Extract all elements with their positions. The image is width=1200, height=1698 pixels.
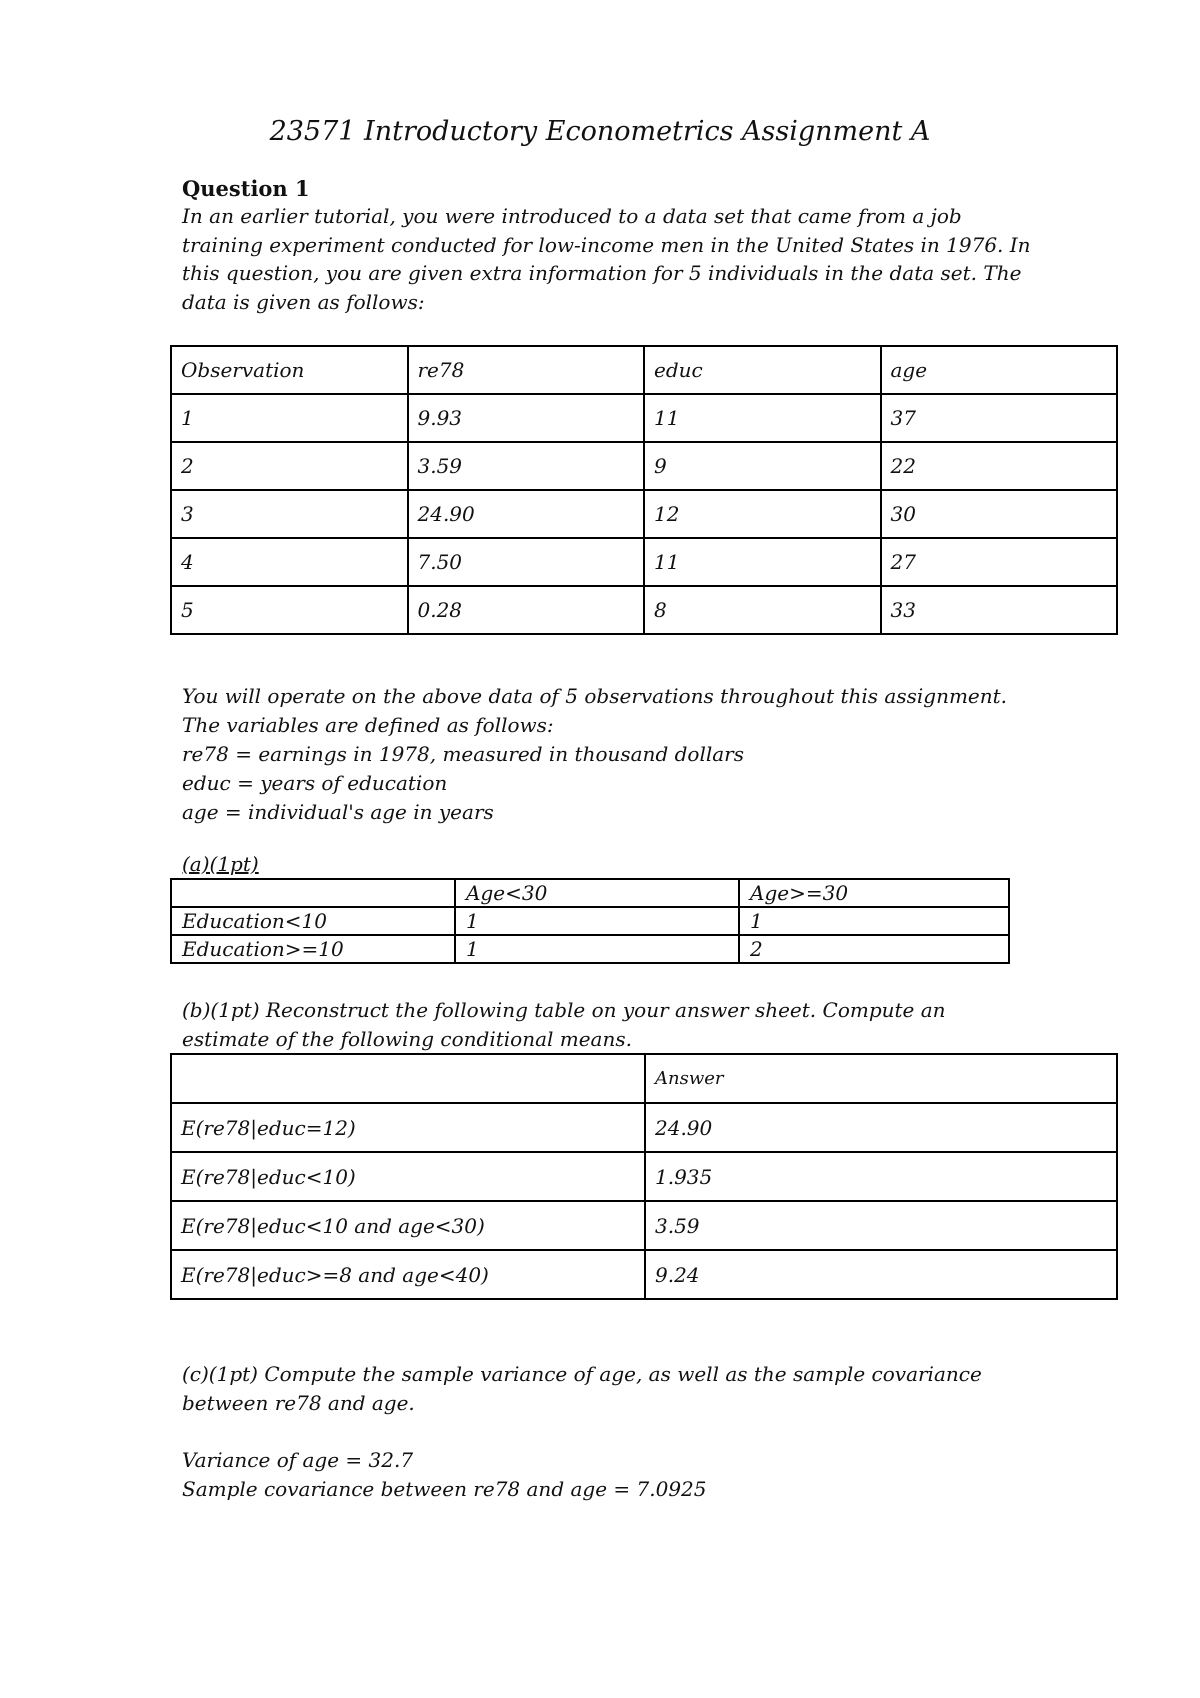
definition-line: re78 = earnings in 1978, measured in thousand dollars	[182, 742, 744, 766]
variable-definitions	[182, 682, 1007, 827]
table-cell: 3.59	[645, 1201, 1117, 1250]
table-row	[171, 490, 1117, 538]
row-header: E(re78|educ=12)	[171, 1103, 645, 1152]
definition-line: You will operate on the above data of 5 observations throughout this assignment.	[182, 684, 1008, 708]
answer-line: Variance of age = 32.7	[182, 1448, 414, 1472]
table-cell: 1	[455, 935, 739, 963]
table-row	[171, 586, 1117, 634]
table-cell: 1	[171, 394, 408, 442]
table-header-row	[171, 879, 1009, 907]
table-row	[171, 394, 1117, 442]
table-cell: 1	[455, 907, 739, 935]
column-header: age	[881, 346, 1118, 394]
intro-line: In an earlier tutorial, you were introduced to a data set that came from a job	[182, 204, 962, 228]
data-table	[170, 345, 1118, 635]
answer-line: Sample covariance between re78 and age = 7.0925	[182, 1477, 707, 1501]
table-cell: 3.59	[408, 442, 645, 490]
question-intro	[182, 202, 1031, 316]
table-cell: 9.24	[645, 1250, 1117, 1299]
table-cell: 24.90	[645, 1103, 1117, 1152]
document-title: 23571 Introductory Econometrics Assignment A	[269, 116, 931, 147]
table-row	[171, 1152, 1117, 1201]
conditional-means-table	[170, 1053, 1118, 1300]
row-header: E(re78|educ>=8 and age<40)	[171, 1250, 645, 1299]
table-cell: 4	[171, 538, 408, 586]
table-cell: 2	[171, 442, 408, 490]
table-header-row	[171, 1054, 1117, 1103]
table-row	[171, 1201, 1117, 1250]
table-cell: 8	[644, 586, 881, 634]
intro-line: data is given as follows:	[182, 289, 425, 314]
column-header	[171, 879, 455, 907]
column-header: Answer	[645, 1054, 1117, 1103]
table-row	[171, 1103, 1117, 1152]
part-a-label: (a)(1pt)	[182, 852, 259, 876]
intro-line: this question, you are given extra information for 5 individuals in the data set. The	[182, 261, 1022, 285]
table-cell: 22	[881, 442, 1118, 490]
part-b-prompt	[182, 996, 946, 1054]
table-cell: 11	[644, 394, 881, 442]
table-cell: 1.935	[645, 1152, 1117, 1201]
table-header-row	[171, 346, 1117, 394]
table-cell: 37	[881, 394, 1118, 442]
row-header: Education<10	[171, 907, 455, 935]
intro-line: training experiment conducted for low-income men in the United States in 1976. In	[182, 232, 1031, 257]
table-cell: 12	[644, 490, 881, 538]
part-c-answers	[182, 1446, 707, 1504]
column-header: educ	[644, 346, 881, 394]
table-cell: 5	[171, 586, 408, 634]
question-heading: Question 1	[182, 176, 310, 201]
part-c-prompt	[182, 1360, 982, 1418]
table-cell: 27	[881, 538, 1118, 586]
table-row	[171, 538, 1117, 586]
table-row	[171, 1250, 1117, 1299]
table-cell: 9	[644, 442, 881, 490]
column-header: Observation	[171, 346, 408, 394]
table-cell: 11	[644, 538, 881, 586]
column-header	[171, 1054, 645, 1103]
table-cell: 2	[739, 935, 1009, 963]
table-cell: 3	[171, 490, 408, 538]
table-row	[171, 442, 1117, 490]
part-b-line: estimate of the following conditional means.	[182, 1027, 632, 1051]
row-header: Education>=10	[171, 935, 455, 963]
table-cell: 0.28	[408, 586, 645, 634]
table-row	[171, 907, 1009, 935]
table-cell: 9.93	[408, 394, 645, 442]
column-header: Age<30	[455, 879, 739, 907]
row-header: E(re78|educ<10 and age<30)	[171, 1201, 645, 1250]
table-cell: 1	[739, 907, 1009, 935]
part-c-line: between re78 and age.	[182, 1391, 415, 1415]
table-cell: 30	[881, 490, 1118, 538]
part-b-line: (b)(1pt) Reconstruct the following table on your answer sheet. Compute an	[182, 998, 946, 1022]
definition-line: educ = years of education	[182, 771, 448, 795]
definition-line: The variables are defined as follows:	[182, 713, 554, 737]
part-c-line: (c)(1pt) Compute the sample variance of age, as well as the sample covariance	[182, 1362, 982, 1386]
table-cell: 33	[881, 586, 1118, 634]
table-cell: 24.90	[408, 490, 645, 538]
column-header: re78	[408, 346, 645, 394]
column-header: Age>=30	[739, 879, 1009, 907]
cross-tab-table	[170, 878, 1010, 964]
table-row	[171, 935, 1009, 963]
row-header: E(re78|educ<10)	[171, 1152, 645, 1201]
definition-line: age = individual's age in years	[182, 800, 494, 824]
table-cell: 7.50	[408, 538, 645, 586]
